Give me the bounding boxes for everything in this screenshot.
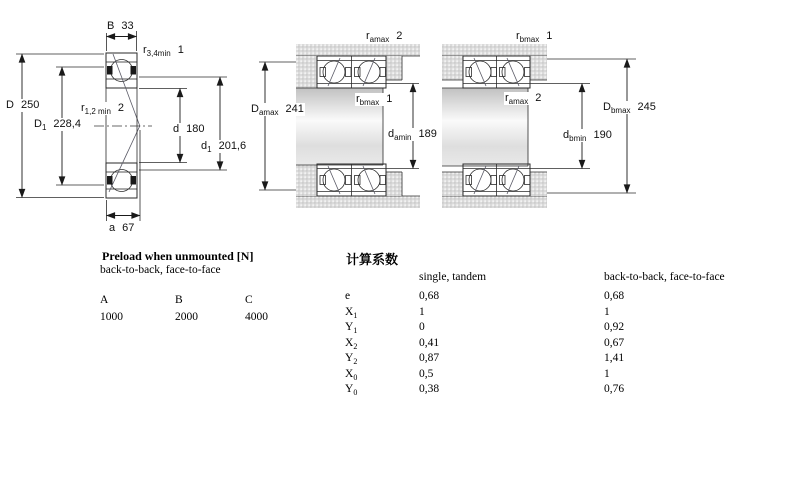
dim-value: 67: [122, 222, 135, 234]
paired-bearing-mounting-left: [259, 44, 420, 208]
dim-base: B: [107, 20, 115, 32]
dim-value: 201,6: [218, 140, 247, 152]
preload-col-header-A: A: [100, 294, 109, 306]
dim-base: r: [516, 30, 520, 42]
factors-row-e: [345, 290, 775, 305]
dim-label-bore-d: [172, 123, 205, 136]
dim-base: d: [201, 140, 208, 152]
dim-label-damin: [387, 128, 438, 141]
dim-sub: amin: [394, 133, 412, 142]
dim-sub: bmax: [519, 35, 540, 44]
dim-value: 2: [396, 30, 403, 42]
dim-value: 1: [386, 93, 393, 105]
factors-col-header-back-face: back-to-back, face-to-face: [604, 271, 725, 283]
dim-label-D1: [33, 118, 82, 131]
factor-label: $Y_0$: [345, 383, 358, 397]
factor-value-paired: 1: [604, 305, 610, 318]
dim-base: a: [109, 222, 116, 234]
factors-row-X0: [345, 368, 775, 383]
factor-value-paired: 0,76: [604, 383, 625, 395]
dim-base: r: [505, 92, 509, 104]
dim-sub: 1: [41, 123, 47, 132]
factors-col-header-single-tandem: single, tandem: [419, 271, 487, 283]
dim-base: D: [603, 101, 611, 113]
dim-sub: bmin: [569, 134, 587, 143]
dim-sub: amax: [508, 97, 529, 106]
preload-col-header-C: C: [245, 294, 253, 306]
factors-table-rows: [345, 290, 775, 402]
dim-sub: amax: [369, 35, 390, 44]
dim-base: D: [251, 103, 259, 115]
dim-value: 2: [535, 92, 542, 104]
factors-row-Y1: [345, 321, 775, 336]
dim-label-r34min: [142, 44, 185, 57]
dim-label-a: [108, 222, 135, 235]
factor-value-single: 0: [419, 321, 425, 333]
dim-base: d: [563, 129, 570, 141]
dim-label-ramax-right: [504, 92, 542, 105]
dim-value: 180: [186, 123, 205, 135]
preload-value-C: 4000: [245, 311, 268, 323]
preload-table-subtitle: back-to-back, face-to-face: [100, 264, 221, 276]
dim-sub: bmax: [359, 98, 380, 107]
dim-base: r: [366, 30, 370, 42]
factor-value-paired: 0,67: [604, 336, 625, 349]
dim-value: 245: [637, 101, 656, 113]
dim-sub: amax: [258, 108, 279, 117]
factor-value-paired: 0,92: [604, 321, 625, 333]
dim-label-dbmin: [562, 129, 613, 142]
dim-base: r: [356, 93, 360, 105]
dim-label-Dbmax: [602, 101, 657, 114]
factor-value-single: 0,68: [419, 290, 440, 302]
dim-base: D: [34, 118, 42, 130]
preload-table-title: Preload when unmounted [N]: [102, 249, 254, 263]
factor-label: $Y_1$: [345, 321, 358, 335]
factors-row-Y2: [345, 352, 775, 367]
dim-label-r12min: [80, 102, 125, 115]
dim-label-d1: [200, 140, 247, 153]
factor-label: e: [345, 290, 351, 302]
dim-sub: 1,2 min: [84, 107, 111, 116]
factors-row-Y0: [345, 383, 775, 398]
dim-value: 228,4: [53, 118, 81, 130]
dim-sub: 3,4min: [146, 49, 171, 58]
dim-label-width-B: [106, 20, 135, 33]
dim-base: d: [173, 123, 180, 135]
paired-bearing-mounting-right: [442, 44, 636, 208]
dim-label-ramax-left: [365, 30, 403, 43]
dim-value: 1: [546, 30, 553, 42]
dim-value: 250: [20, 99, 40, 111]
factor-label: $X_1$: [345, 305, 358, 320]
dim-sub: 1: [207, 145, 212, 154]
factor-label: $Y_2$: [345, 352, 358, 366]
factor-label: $X_0$: [345, 367, 358, 382]
dim-base: D: [6, 99, 14, 111]
dim-sub: bmax: [610, 106, 631, 115]
preload-value-B: 2000: [175, 311, 198, 323]
factor-value-single: 0,87: [419, 352, 440, 364]
dim-value: 2: [117, 102, 125, 114]
dim-label-Damax: [250, 103, 305, 116]
factors-row-X1: [345, 306, 775, 321]
dim-label-outer-D: [5, 99, 40, 112]
preload-value-A: 1000: [100, 311, 123, 323]
dim-base: r: [143, 44, 147, 56]
dim-value: 1: [177, 44, 184, 56]
factor-value-single: 0,5: [419, 367, 434, 380]
factor-value-single: 1: [419, 305, 425, 318]
factor-value-paired: 1,41: [604, 352, 625, 364]
preload-col-header-B: B: [175, 294, 183, 306]
dim-value: 241: [285, 103, 304, 115]
factor-value-single: 0,41: [419, 336, 440, 349]
dim-value: 190: [593, 129, 612, 141]
dim-label-rbmax-right: [515, 30, 553, 43]
dim-label-rbmax-left: [355, 93, 393, 106]
factors-row-X2: [345, 337, 775, 352]
dim-base: r: [81, 102, 85, 114]
factor-value-single: 0,38: [419, 383, 440, 395]
factor-value-paired: 0,68: [604, 290, 625, 302]
dim-base: d: [388, 128, 395, 140]
factors-table-title: 计算系数: [346, 252, 399, 267]
factor-label: $X_2$: [345, 336, 358, 351]
dim-value: 189: [418, 128, 437, 140]
factor-value-paired: 1: [604, 367, 610, 380]
dim-value: 33: [121, 20, 134, 32]
